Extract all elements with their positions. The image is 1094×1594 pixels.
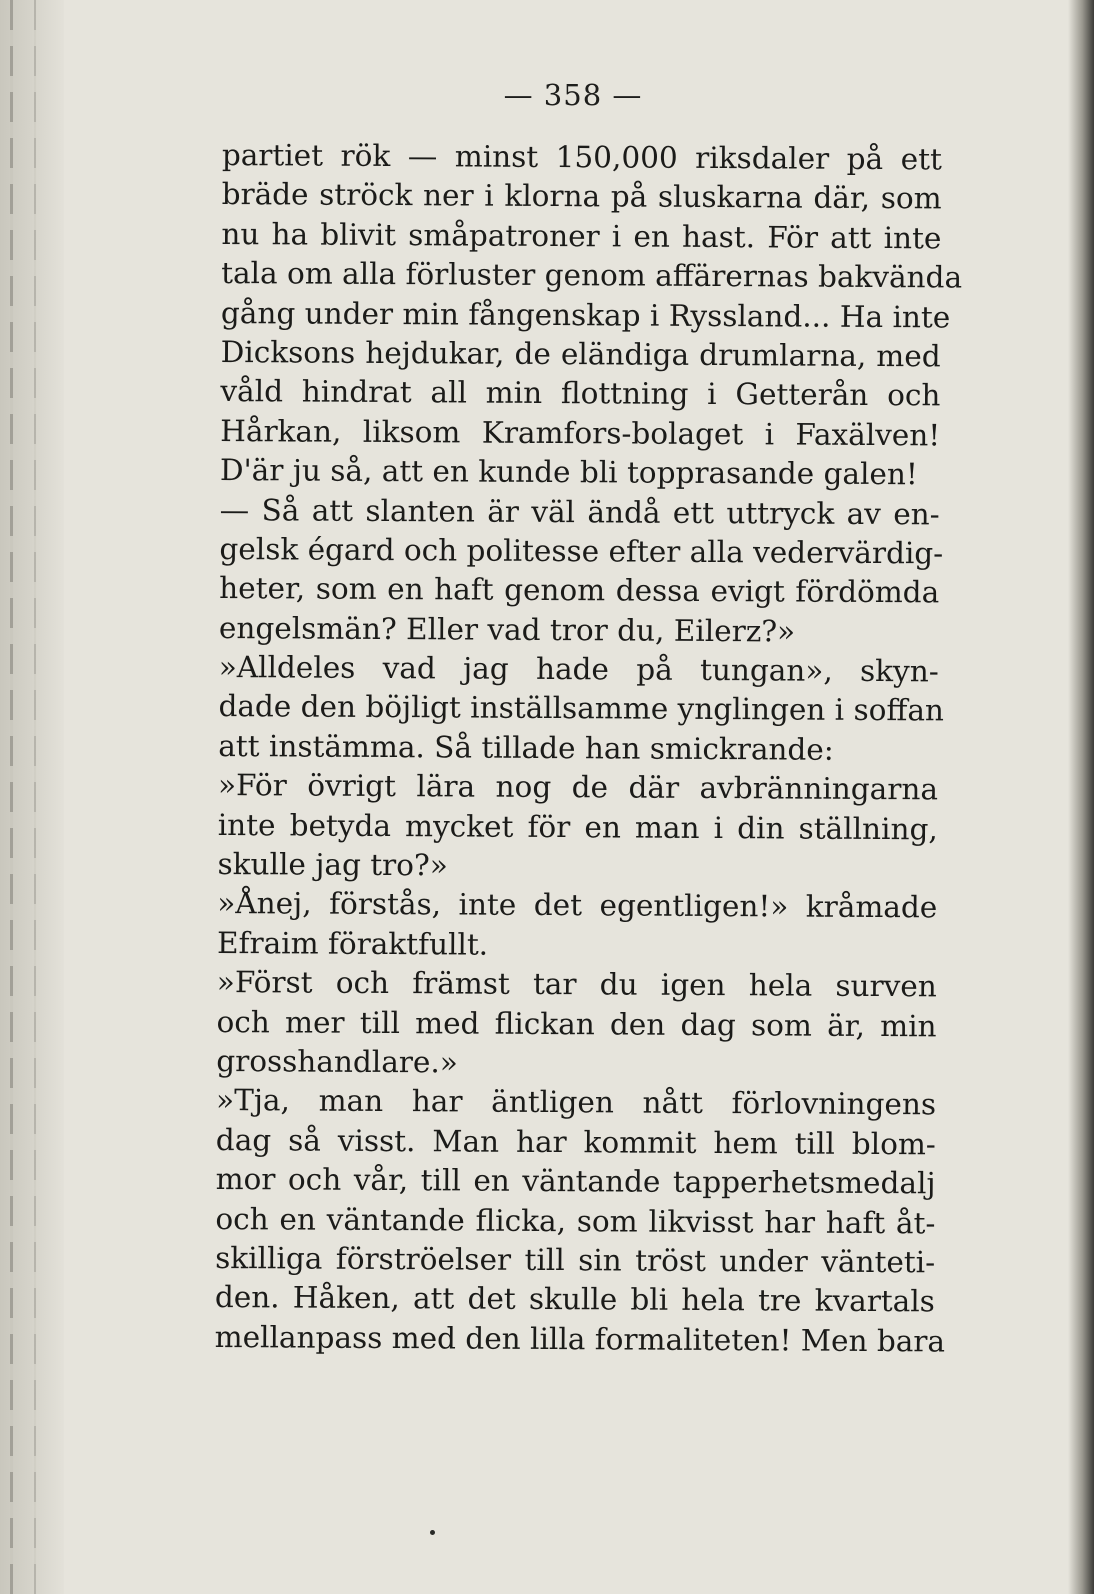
text-line: D'är ju så, att en kunde bli topprasande galen! <box>219 453 918 492</box>
body-text <box>214 136 963 1361</box>
gutter-shadow-line <box>10 0 13 1594</box>
text-line: »Ånej, förstås, inte det egentligen!» kråmade <box>217 886 938 925</box>
text-line: engelsmän? Eller vad tror du, Eilerz?» <box>218 610 796 649</box>
text-line: Efraim föraktfullt. <box>216 925 489 962</box>
gutter-shadow-line-inner <box>34 0 36 1594</box>
book-gutter <box>0 0 64 1594</box>
text-line: mor och vår, till en väntande tapperhetsmedalj <box>215 1162 936 1201</box>
text-line: gång under min fångenskap i Ryssland... Ha inte <box>220 295 951 335</box>
text-line: »Först och främst tar du igen hela surven <box>216 965 937 1004</box>
text-line: gelsk égard och politesse efter alla vedervärdig- <box>219 531 944 571</box>
text-line: dag så visst. Man har kommit hem till blom- <box>215 1122 936 1162</box>
text-line: nu ha blivit småpatroner i en hast. För att inte <box>221 216 942 256</box>
text-line: skulle jag tro?» <box>217 847 448 883</box>
text-line: »För övrigt lära nog de där avbränningarna <box>217 768 939 807</box>
text-line: den. Håken, att det skulle bli hela tre kvartals <box>214 1280 935 1319</box>
text-line: dade den böjligt inställsamme ynglingen i soffan <box>218 689 945 728</box>
text-line: »Tja, man har äntligen nått förlovningens <box>216 1083 937 1122</box>
text-line: och mer till med flickan den dag som är, min <box>216 1004 937 1043</box>
text-line: partiet rök — minst 150,000 riksdaler på ett <box>221 137 942 177</box>
text-line: att instämma. Så tillade han smickrande: <box>218 728 834 767</box>
text-line: våld hindrat all min flottning i Getterån och <box>220 374 941 413</box>
page-number: — 358 — <box>503 78 643 112</box>
text-line: »Alldeles vad jag hade på tungan», skyn- <box>218 650 939 689</box>
text-line: mellanpass med den lilla formaliteten! Men bara <box>214 1319 946 1359</box>
print-speck <box>430 1530 435 1535</box>
text-line: bräde ströck ner i klorna på sluskarna där, som <box>221 177 942 216</box>
text-line: heter, som en haft genom dessa evigt fördömda <box>219 571 940 610</box>
text-line: och en väntande flicka, som likvisst har haft åt- <box>215 1201 936 1240</box>
text-line: grosshandlare.» <box>216 1043 458 1080</box>
text-line: skilliga förströelser till sin tröst under vänteti- <box>215 1240 936 1280</box>
text-line: Dicksons hejdukar, de eländiga drumlarna, med <box>220 334 941 374</box>
text-line: tala om alla förluster genom affärernas bakvända <box>221 256 963 295</box>
text-line: — Så att slanten är väl ändå ett uttryck av en- <box>219 492 940 531</box>
text-line: Hårkan, liksom Kramfors-bolaget i Faxälven! <box>220 413 941 453</box>
text-line: inte betyda mycket för en man i din ställning, <box>217 807 938 847</box>
page-edge-shadow <box>1068 0 1094 1594</box>
